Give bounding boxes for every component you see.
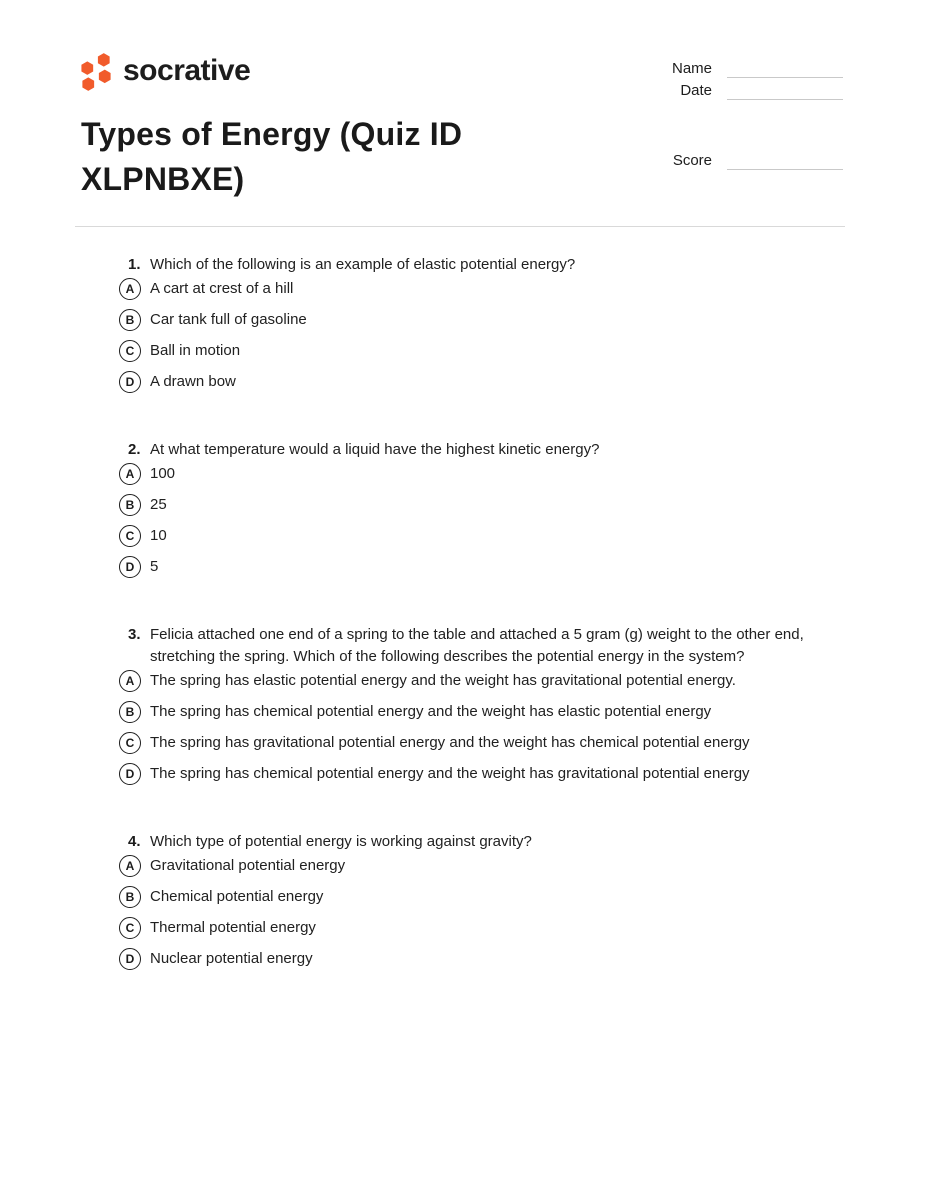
date-label: Date [680,82,712,99]
question-list [0,226,926,970]
option-letter-circle [119,732,141,754]
date-fill-line [727,81,843,100]
answer-option [119,917,926,939]
option-letter-circle [119,340,141,362]
quiz-title: Types of Energy (Quiz ID XLPNBXE) [81,116,463,197]
answer-option [119,371,926,393]
option-letter-circle [119,763,141,785]
socrative-logo-text: socrative [123,53,251,87]
option-letter: D [125,560,135,574]
option-letter: B [125,890,135,904]
answer-option [119,309,926,331]
page-header [0,0,926,226]
question-text-row [128,624,926,668]
question-number: 2. [128,441,141,458]
option-letter-circle [119,309,141,331]
option-letter: B [125,313,135,327]
option-text: A cart at crest of a hill [150,280,294,297]
option-text: 100 [150,465,176,482]
option-letter-circle [119,525,141,547]
option-text: The spring has gravitational potential energy and the weight has chemical potential energy [150,734,750,751]
option-letter: C [125,344,135,358]
hexagon-cluster-icon [81,52,112,91]
option-letter-circle [119,886,141,908]
answer-option [119,670,926,692]
answer-option [119,340,926,362]
question-number: 4. [128,833,141,850]
question [0,831,926,970]
option-letter-circle [119,556,141,578]
option-text: A drawn bow [150,373,236,390]
option-text: 25 [150,496,167,513]
answer-option [119,701,926,723]
answer-option [119,556,926,578]
option-letter: A [125,282,135,296]
option-letter: D [125,767,135,781]
option-list [0,670,926,785]
question-text: Which of the following is an example of elastic potential energy? [150,256,576,273]
option-text: The spring has elastic potential energy and the weight has gravitational potential energy. [150,672,736,689]
option-letter-circle [119,917,141,939]
answer-option [119,494,926,516]
score-fill-line [727,151,843,170]
question-text: Felicia attached one end of a spring to the table and attached a 5 gram (g) weight to the other end, stretching the spring. Which of the following describes the potential energy in the system? [150,626,804,665]
option-letter: A [125,467,135,481]
question [0,624,926,785]
option-letter: A [125,674,135,688]
option-letter: D [125,952,135,966]
option-letter: C [125,529,135,543]
question-text: At what temperature would a liquid have the highest kinetic energy? [150,441,600,458]
option-text: Chemical potential energy [150,888,324,905]
option-list [0,278,926,393]
question-number: 3. [128,626,141,643]
question [0,254,926,393]
name-date-block [672,56,843,100]
option-letter: B [125,705,135,719]
question-number: 1. [128,256,141,273]
option-letter-circle [119,463,141,485]
score-label: Score [672,152,712,169]
answer-option [119,278,926,300]
option-letter-circle [119,494,141,516]
question-text-row [128,831,926,853]
answer-option [119,948,926,970]
question-text-row [128,439,926,461]
option-letter: C [125,921,135,935]
socrative-logo [81,52,250,91]
option-text: Ball in motion [150,342,241,359]
date-field-row [672,78,843,100]
option-letter-circle [119,855,141,877]
option-text: The spring has chemical potential energy and the weight has elastic potential energy [150,703,712,720]
answer-option [119,855,926,877]
option-letter-circle [119,371,141,393]
name-label: Name [671,60,712,77]
question-text: Which type of potential energy is working against gravity? [150,833,532,850]
option-letter: B [125,498,135,512]
header-divider [75,226,845,227]
option-text: Car tank full of gasoline [150,311,307,328]
option-letter-circle [119,670,141,692]
question-text-row [128,254,926,276]
option-list [0,463,926,578]
name-fill-line [727,59,843,78]
option-letter: A [125,859,135,873]
question [0,439,926,578]
name-field-row [672,56,843,78]
option-letter: C [125,736,135,750]
score-field-row [673,148,843,170]
option-list [0,855,926,970]
answer-option [119,525,926,547]
option-letter-circle [119,701,141,723]
option-text: Thermal potential energy [150,919,316,936]
option-letter: D [125,375,135,389]
option-text: The spring has chemical potential energy and the weight has gravitational potential energy [150,765,750,782]
option-text: Nuclear potential energy [150,950,313,967]
option-text: Gravitational potential energy [150,857,346,874]
option-letter-circle [119,948,141,970]
answer-option [119,886,926,908]
answer-option [119,463,926,485]
answer-option [119,763,926,785]
answer-option [119,732,926,754]
option-text: 5 [150,558,159,575]
option-letter-circle [119,278,141,300]
option-text: 10 [150,527,167,544]
